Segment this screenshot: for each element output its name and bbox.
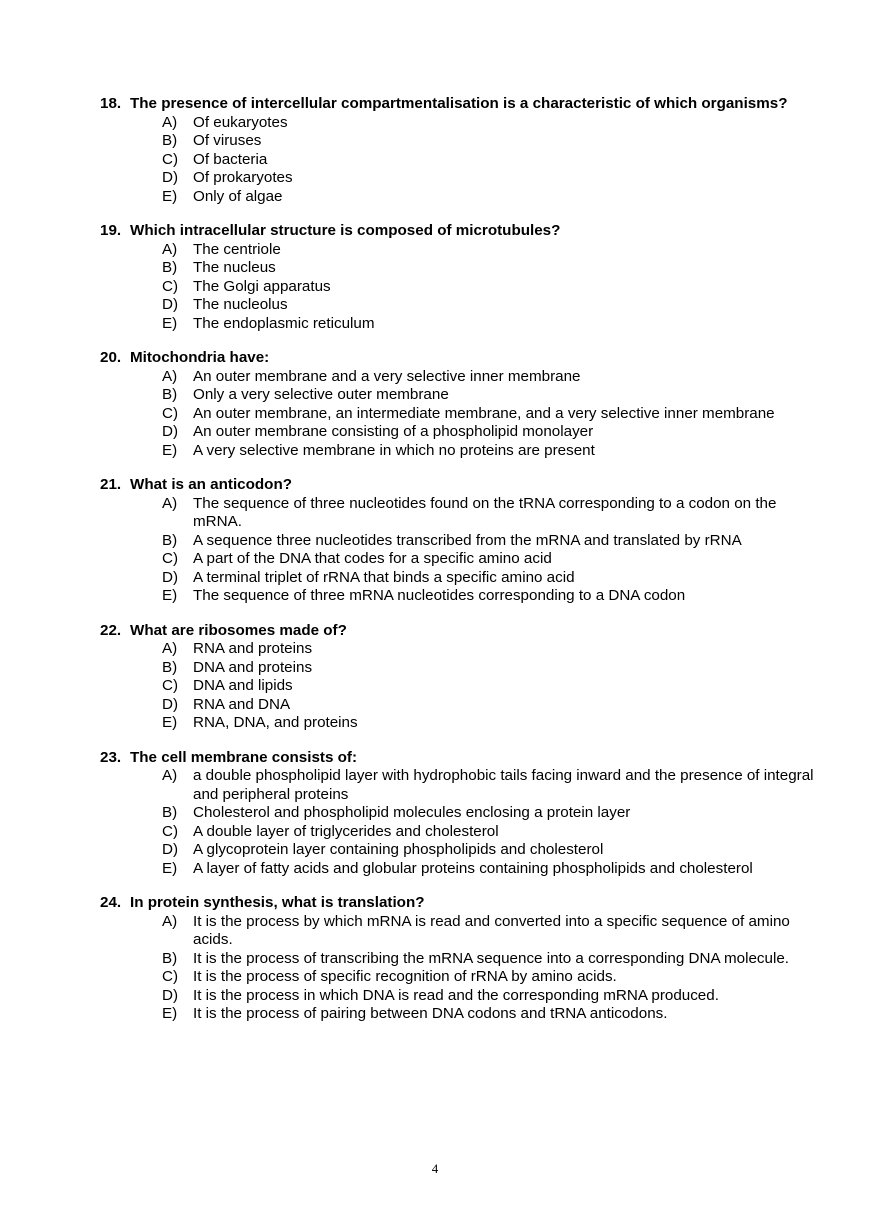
option-text: An outer membrane, an intermediate membrane, and a very selective inner membrane — [193, 404, 775, 422]
question — [100, 222, 820, 333]
option-letter: D) — [162, 841, 179, 858]
answer-option — [162, 241, 820, 260]
option-text: A layer of fatty acids and globular proteins containing phospholipids and cholesterol — [193, 859, 753, 877]
question — [100, 349, 820, 460]
answer-option — [162, 968, 820, 987]
option-letter: D) — [162, 423, 179, 440]
answer-option — [162, 368, 820, 387]
option-letter: E) — [162, 187, 178, 205]
question — [100, 894, 820, 1024]
question-list — [100, 95, 820, 1040]
answer-options — [100, 640, 820, 733]
question-heading — [100, 222, 820, 241]
answer-options — [100, 241, 820, 334]
option-letter: A) — [162, 367, 178, 385]
option-text: DNA and lipids — [193, 677, 293, 694]
option-letter: A) — [162, 767, 178, 784]
option-letter: C) — [162, 822, 179, 840]
question-number: 21. — [100, 476, 122, 493]
answer-option — [162, 860, 820, 879]
option-text: The nucleolus — [193, 296, 288, 313]
option-text: RNA and DNA — [193, 695, 291, 713]
option-text: A sequence three nucleotides transcribed from the mRNA and translated by rRNA — [193, 531, 742, 549]
option-letter: E) — [162, 1005, 178, 1022]
option-text: The nucleus — [193, 259, 276, 276]
question-number: 20. — [100, 349, 122, 366]
answer-option — [162, 315, 820, 334]
answer-option — [162, 169, 820, 188]
option-text: A part of the DNA that codes for a specific amino acid — [193, 550, 552, 567]
question — [100, 749, 820, 879]
question-heading — [100, 894, 820, 913]
option-text: It is the process of specific recognition of rRNA by amino acids. — [193, 968, 617, 985]
option-letter: D) — [162, 986, 179, 1004]
answer-option — [162, 987, 820, 1006]
answer-option — [162, 532, 820, 551]
option-text: It is the process of pairing between DNA codons and tRNA anticodons. — [193, 1005, 668, 1022]
option-letter: B) — [162, 386, 178, 403]
option-text: Of viruses — [193, 132, 262, 149]
answer-options — [100, 767, 820, 878]
option-letter: D) — [162, 169, 179, 186]
option-letter: A) — [162, 640, 178, 657]
question-heading — [100, 476, 820, 495]
option-letter: C) — [162, 404, 179, 422]
answer-option — [162, 386, 820, 405]
answer-option — [162, 296, 820, 315]
option-letter: D) — [162, 568, 179, 586]
answer-option — [162, 423, 820, 442]
option-letter: E) — [162, 314, 178, 332]
option-text: DNA and proteins — [193, 658, 313, 676]
option-letter: B) — [162, 259, 178, 276]
page-number: 4 — [431, 1161, 439, 1176]
answer-option — [162, 569, 820, 588]
option-letter: C) — [162, 550, 179, 567]
option-letter: B) — [162, 804, 178, 821]
question-number: 18. — [100, 95, 122, 112]
answer-options — [100, 368, 820, 461]
option-text: It is the process in which DNA is read and the corresponding mRNA produced. — [193, 986, 719, 1004]
answer-option — [162, 495, 820, 532]
option-text: It is the process by which mRNA is read and converted into a specific sequence of amino acids. — [193, 912, 790, 948]
question-heading — [100, 749, 820, 768]
option-letter: A) — [162, 240, 178, 258]
option-text: The sequence of three nucleotides found on the tRNA corresponding to a codon on the mRNA. — [193, 494, 777, 530]
option-text: a double phospholipid layer with hydrophobic tails facing inward and the presence of integral and peripheral proteins — [193, 767, 814, 803]
answer-option — [162, 132, 820, 151]
question — [100, 476, 820, 606]
option-text: An outer membrane and a very selective inner membrane — [193, 367, 581, 385]
option-text: Only of algae — [193, 187, 283, 205]
answer-option — [162, 442, 820, 461]
option-letter: D) — [162, 296, 179, 313]
option-text: RNA and proteins — [193, 640, 313, 657]
answer-option — [162, 841, 820, 860]
option-letter: C) — [162, 150, 179, 168]
answer-options — [100, 913, 820, 1024]
answer-option — [162, 696, 820, 715]
option-letter: A) — [162, 912, 178, 930]
option-text: Cholesterol and phospholipid molecules enclosing a protein layer — [193, 804, 631, 821]
option-letter: B) — [162, 531, 178, 549]
answer-option — [162, 659, 820, 678]
option-text: Of bacteria — [193, 150, 268, 168]
option-letter: E) — [162, 441, 178, 459]
option-letter: B) — [162, 949, 178, 967]
option-letter: E) — [162, 714, 178, 731]
option-letter: B) — [162, 658, 178, 676]
option-text: The Golgi apparatus — [193, 277, 331, 295]
answer-option — [162, 804, 820, 823]
option-text: The sequence of three mRNA nucleotides corresponding to a DNA codon — [193, 587, 686, 604]
option-letter: B) — [162, 132, 178, 149]
question-text: In protein synthesis, what is translation? — [130, 894, 425, 911]
option-letter: D) — [162, 695, 179, 713]
answer-option — [162, 405, 820, 424]
answer-options — [100, 114, 820, 207]
option-text: A double layer of triglycerides and cholesterol — [193, 822, 499, 840]
option-letter: A) — [162, 494, 178, 512]
option-text: It is the process of transcribing the mRNA sequence into a corresponding DNA molecule. — [193, 949, 789, 967]
answer-option — [162, 151, 820, 170]
option-text: An outer membrane consisting of a phospholipid monolayer — [193, 423, 594, 440]
option-letter: A) — [162, 113, 178, 131]
question-number: 23. — [100, 748, 122, 766]
question-text: The cell membrane consists of: — [130, 748, 358, 766]
answer-option — [162, 767, 820, 804]
answer-option — [162, 259, 820, 278]
option-text: A glycoprotein layer containing phospholipids and cholesterol — [193, 841, 604, 858]
question-number: 19. — [100, 222, 122, 239]
option-text: RNA, DNA, and proteins — [193, 714, 358, 731]
answer-options — [100, 495, 820, 606]
question-text: What is an anticodon? — [130, 476, 292, 493]
question-text: The presence of intercellular compartmentalisation is a characteristic of which organisms? — [130, 95, 788, 112]
question-heading — [100, 95, 820, 114]
question — [100, 95, 820, 206]
question — [100, 622, 820, 733]
option-text: Of eukaryotes — [193, 113, 288, 131]
answer-option — [162, 114, 820, 133]
option-letter: C) — [162, 968, 179, 985]
answer-option — [162, 587, 820, 606]
answer-option — [162, 714, 820, 733]
question-text: Mitochondria have: — [130, 349, 270, 366]
question-text: What are ribosomes made of? — [130, 621, 347, 639]
answer-option — [162, 677, 820, 696]
option-text: A very selective membrane in which no proteins are present — [193, 441, 595, 459]
option-text: Only a very selective outer membrane — [193, 386, 449, 403]
question-heading — [100, 622, 820, 641]
answer-option — [162, 640, 820, 659]
question-heading — [100, 349, 820, 368]
option-letter: C) — [162, 677, 179, 694]
option-letter: C) — [162, 277, 179, 295]
option-text: The centriole — [193, 240, 281, 258]
answer-option — [162, 1005, 820, 1024]
question-text: Which intracellular structure is composed of microtubules? — [130, 222, 561, 239]
option-letter: E) — [162, 859, 178, 877]
answer-option — [162, 188, 820, 207]
answer-option — [162, 823, 820, 842]
answer-option — [162, 950, 820, 969]
question-number: 22. — [100, 621, 122, 639]
answer-option — [162, 913, 820, 950]
option-text: Of prokaryotes — [193, 169, 293, 186]
option-text: The endoplasmic reticulum — [193, 314, 375, 332]
answer-option — [162, 550, 820, 569]
option-text: A terminal triplet of rRNA that binds a specific amino acid — [193, 568, 575, 586]
option-letter: E) — [162, 587, 178, 604]
answer-option — [162, 278, 820, 297]
question-number: 24. — [100, 894, 122, 911]
